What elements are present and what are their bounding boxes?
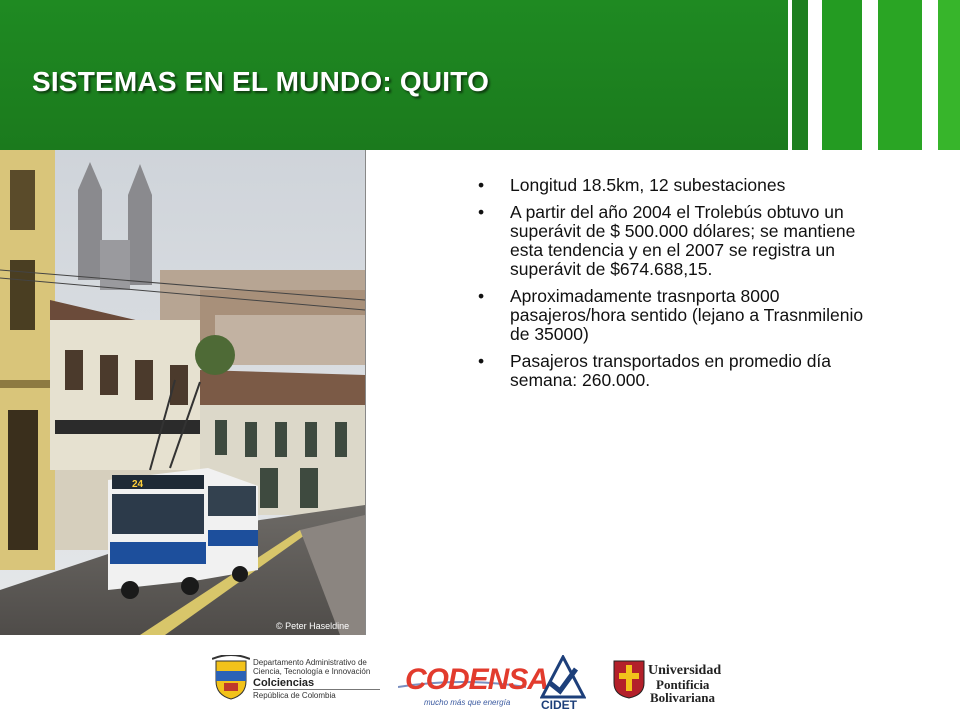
bullet-text: Longitud 18.5km, 12 subestaciones [510,175,786,195]
header-stripe [878,0,922,150]
colciencias-line1: Departamento Administrativo de [253,658,367,667]
bullet-item [476,352,886,390]
colciencias-divider [253,689,380,690]
bus-route-sign: 24 [132,479,144,490]
header-stripe [792,0,808,150]
cidet-check-icon [540,655,586,699]
bullet-text: Pasajeros transportados en promedio día semana: 260.000. [510,351,832,390]
photo-credit: © Peter Haseldine [276,621,350,631]
upb-shield-icon [612,659,646,699]
codensa-logo-text: CODENSA [405,663,549,696]
bullet-marker: • [478,286,485,306]
colciencias-country: República de Colombia [253,691,336,700]
sponsor-logos [0,645,960,720]
bullet-marker: • [478,351,485,371]
colombia-coat-of-arms-icon [212,655,250,701]
upb-line1: Universidad [648,663,722,678]
colciencias-name: Colciencias [253,677,315,689]
quito-street-photo [0,150,366,635]
upb-line3: Bolivariana [650,690,716,705]
header-stripe [938,0,960,150]
bullet-text: A partir del año 2004 el Trolebús obtuvo un superávit de $ 500.000 dólares; se mantiene esta tendencia y en el 2007 se registra un superávit de $674.688,15. [510,202,856,279]
bullet-marker: • [478,202,485,222]
cidet-logo-text: CIDET [541,698,577,712]
bullet-text: Aproximadamente trasnporta 8000 pasajeros/hora sentido (lejano a Trasnmilenio de 35000) [510,286,864,344]
bullet-item [476,203,886,279]
bullet-marker: • [478,175,485,195]
header-stripe [822,0,862,150]
slide-title: SISTEMAS EN EL MUNDO: QUITO [32,66,490,97]
bullet-item [476,176,886,195]
header-banner [0,0,788,150]
codensa-tagline: mucho más que energía [424,698,511,707]
bullet-item [476,287,886,344]
colciencias-line2: Ciencia, Tecnología e Innovación [253,667,371,676]
upb-line2: Pontificia [656,677,710,692]
bullet-list [476,176,886,398]
